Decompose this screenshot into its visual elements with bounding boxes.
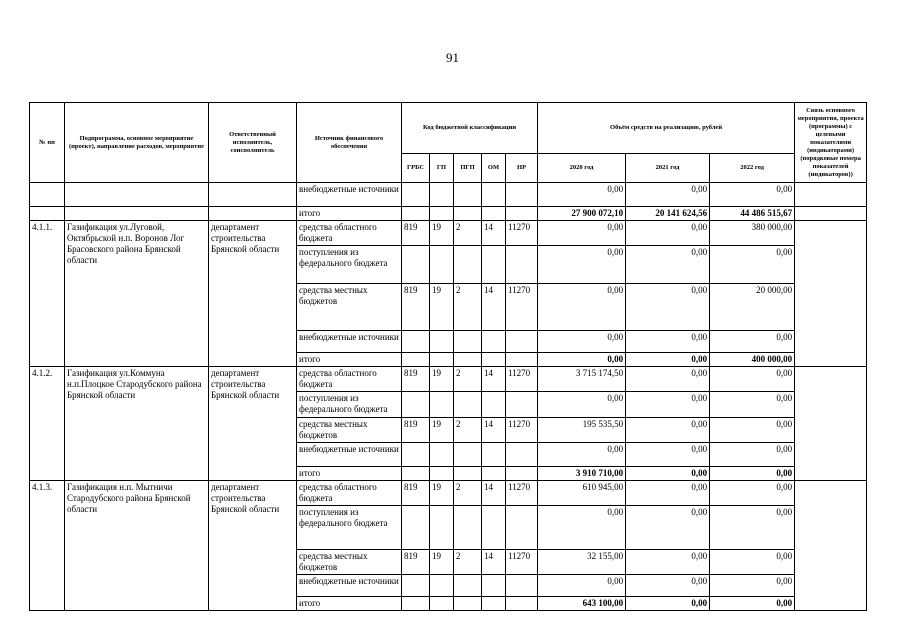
header-2021: 2021 год bbox=[626, 154, 710, 183]
code-gp-cell bbox=[430, 467, 454, 481]
amount-v2020-cell: 0,00 bbox=[538, 221, 626, 246]
amount-v2022-cell: 0,00 bbox=[710, 506, 795, 550]
amount-v2021-cell: 0,00 bbox=[626, 597, 710, 611]
name-cell bbox=[65, 183, 209, 207]
amount-v2021-cell: 0,00 bbox=[626, 246, 710, 284]
code-pgp-cell bbox=[454, 331, 482, 353]
code-pgp-cell bbox=[454, 506, 482, 550]
code-grbs-cell bbox=[402, 392, 430, 418]
code-pgp-cell: 2 bbox=[454, 221, 482, 246]
code-grbs-cell bbox=[402, 597, 430, 611]
budget-table bbox=[29, 102, 867, 611]
amount-v2022-cell: 400 000,00 bbox=[710, 353, 795, 367]
amount-v2022-cell: 0,00 bbox=[710, 418, 795, 443]
amount-v2020-cell: 195 535,50 bbox=[538, 418, 626, 443]
code-nr-cell bbox=[506, 597, 538, 611]
code-om-cell: 14 bbox=[482, 367, 506, 392]
amount-v2020-cell: 0,00 bbox=[538, 284, 626, 331]
indicator-cell bbox=[795, 367, 867, 481]
page-number: 91 bbox=[446, 50, 459, 65]
amount-v2022-cell: 0,00 bbox=[710, 183, 795, 207]
amount-v2021-cell: 0,00 bbox=[626, 443, 710, 467]
table-row bbox=[30, 207, 867, 221]
amount-v2022-cell: 0,00 bbox=[710, 443, 795, 467]
amount-v2022-cell: 0,00 bbox=[710, 331, 795, 353]
code-om-cell bbox=[482, 443, 506, 467]
code-nr-cell bbox=[506, 506, 538, 550]
code-pgp-cell bbox=[454, 246, 482, 284]
responsible-cell bbox=[209, 207, 297, 221]
amount-v2020-cell: 0,00 bbox=[538, 575, 626, 597]
code-om-cell bbox=[482, 246, 506, 284]
amount-v2021-cell: 0,00 bbox=[626, 284, 710, 331]
indicator-cell bbox=[795, 481, 867, 611]
code-nr-cell: 11270 bbox=[506, 550, 538, 575]
code-om-cell bbox=[482, 353, 506, 367]
num-cell bbox=[30, 183, 65, 207]
code-grbs-cell bbox=[402, 183, 430, 207]
header-responsible: Ответственный исполнитель, соисполнитель bbox=[209, 103, 297, 183]
code-pgp-cell bbox=[454, 443, 482, 467]
item-name: Газификация ул.Луговой, Октябрьской н.п. Воронов Лог Брасовского района Брянской области bbox=[65, 221, 209, 367]
code-gp-cell bbox=[430, 392, 454, 418]
amount-v2021-cell: 0,00 bbox=[626, 367, 710, 392]
code-gp-cell: 19 bbox=[430, 550, 454, 575]
source-cell: поступления из федерального бюджета bbox=[297, 246, 402, 284]
code-nr-cell bbox=[506, 443, 538, 467]
code-grbs-cell: 819 bbox=[402, 481, 430, 506]
header-subprogram: Подпрограмма, основное мероприятие (проект), направление расходов, мероприятие bbox=[65, 103, 209, 183]
code-om-cell: 14 bbox=[482, 284, 506, 331]
source-cell: внебюджетные источники bbox=[297, 575, 402, 597]
item-number: 4.1.1. bbox=[30, 221, 65, 367]
source-cell: средства областного бюджета bbox=[297, 367, 402, 392]
code-nr-cell bbox=[506, 183, 538, 207]
code-grbs-cell: 819 bbox=[402, 418, 430, 443]
code-gp-cell bbox=[430, 353, 454, 367]
amount-v2022-cell: 0,00 bbox=[710, 367, 795, 392]
code-grbs-cell bbox=[402, 575, 430, 597]
source-cell: поступления из федерального бюджета bbox=[297, 392, 402, 418]
table-row bbox=[30, 221, 867, 246]
code-om-cell: 14 bbox=[482, 418, 506, 443]
code-nr-cell bbox=[506, 331, 538, 353]
amount-v2021-cell: 0,00 bbox=[626, 550, 710, 575]
amount-v2020-cell: 0,00 bbox=[538, 246, 626, 284]
code-gp-cell bbox=[430, 183, 454, 207]
amount-v2022-cell: 0,00 bbox=[710, 575, 795, 597]
amount-v2022-cell: 0,00 bbox=[710, 481, 795, 506]
header-volume: Объём средств на реализацию, рублей bbox=[538, 103, 795, 154]
code-pgp-cell: 2 bbox=[454, 284, 482, 331]
code-om-cell bbox=[482, 597, 506, 611]
amount-v2022-cell: 0,00 bbox=[710, 597, 795, 611]
code-gp-cell: 19 bbox=[430, 367, 454, 392]
header-gp: ГП bbox=[430, 154, 454, 183]
source-cell: итого bbox=[297, 467, 402, 481]
source-cell: внебюджетные источники bbox=[297, 183, 402, 207]
amount-v2021-cell: 0,00 bbox=[626, 506, 710, 550]
amount-v2022-cell: 0,00 bbox=[710, 392, 795, 418]
source-cell: средства областного бюджета bbox=[297, 481, 402, 506]
code-om-cell: 14 bbox=[482, 221, 506, 246]
amount-v2020-cell: 3 715 174,50 bbox=[538, 367, 626, 392]
code-pgp-cell bbox=[454, 597, 482, 611]
amount-v2022-cell: 20 000,00 bbox=[710, 284, 795, 331]
amount-v2021-cell: 0,00 bbox=[626, 392, 710, 418]
source-cell: средства областного бюджета bbox=[297, 221, 402, 246]
amount-v2020-cell: 0,00 bbox=[538, 392, 626, 418]
code-gp-cell: 19 bbox=[430, 284, 454, 331]
code-om-cell bbox=[482, 183, 506, 207]
code-om-cell bbox=[482, 392, 506, 418]
code-nr-cell bbox=[506, 207, 538, 221]
item-responsible: департамент строительства Брянской области bbox=[209, 367, 297, 481]
source-cell: итого bbox=[297, 207, 402, 221]
code-gp-cell bbox=[430, 506, 454, 550]
amount-v2020-cell: 32 155,00 bbox=[538, 550, 626, 575]
code-pgp-cell bbox=[454, 207, 482, 221]
header-grbs: ГРБС bbox=[402, 154, 430, 183]
amount-v2021-cell: 0,00 bbox=[626, 467, 710, 481]
code-pgp-cell bbox=[454, 183, 482, 207]
header-2022: 2022 год bbox=[710, 154, 795, 183]
code-om-cell bbox=[482, 467, 506, 481]
code-gp-cell: 19 bbox=[430, 481, 454, 506]
amount-v2021-cell: 0,00 bbox=[626, 183, 710, 207]
code-nr-cell: 11270 bbox=[506, 284, 538, 331]
code-pgp-cell: 2 bbox=[454, 418, 482, 443]
code-nr-cell bbox=[506, 353, 538, 367]
code-gp-cell bbox=[430, 331, 454, 353]
amount-v2020-cell: 3 910 710,00 bbox=[538, 467, 626, 481]
code-pgp-cell bbox=[454, 467, 482, 481]
code-nr-cell: 11270 bbox=[506, 418, 538, 443]
item-responsible: департамент строительства Брянской области bbox=[209, 481, 297, 611]
code-om-cell: 14 bbox=[482, 481, 506, 506]
indicator-cell bbox=[795, 221, 867, 367]
header-om: ОМ bbox=[482, 154, 506, 183]
code-gp-cell bbox=[430, 207, 454, 221]
code-grbs-cell bbox=[402, 207, 430, 221]
code-gp-cell: 19 bbox=[430, 221, 454, 246]
code-om-cell bbox=[482, 331, 506, 353]
code-gp-cell: 19 bbox=[430, 418, 454, 443]
source-cell: внебюджетные источники bbox=[297, 331, 402, 353]
code-nr-cell: 11270 bbox=[506, 481, 538, 506]
code-gp-cell bbox=[430, 246, 454, 284]
code-grbs-cell bbox=[402, 467, 430, 481]
code-nr-cell: 11270 bbox=[506, 367, 538, 392]
code-grbs-cell bbox=[402, 331, 430, 353]
name-cell bbox=[65, 207, 209, 221]
source-cell: итого bbox=[297, 353, 402, 367]
code-gp-cell bbox=[430, 575, 454, 597]
code-om-cell bbox=[482, 575, 506, 597]
amount-v2020-cell: 0,00 bbox=[538, 443, 626, 467]
header-2020: 2020 год bbox=[538, 154, 626, 183]
amount-v2020-cell: 27 900 072,10 bbox=[538, 207, 626, 221]
source-cell: средства местных бюджетов bbox=[297, 418, 402, 443]
code-om-cell bbox=[482, 506, 506, 550]
header-nr: НР bbox=[506, 154, 538, 183]
amount-v2021-cell: 20 141 624,56 bbox=[626, 207, 710, 221]
indicator-cell bbox=[795, 207, 867, 221]
item-name: Газификация ул.Коммуна н.п.Плоцкое Стародубского района Брянской области bbox=[65, 367, 209, 481]
item-responsible: департамент строительства Брянской области bbox=[209, 221, 297, 367]
amount-v2020-cell: 0,00 bbox=[538, 353, 626, 367]
amount-v2022-cell: 0,00 bbox=[710, 246, 795, 284]
amount-v2022-cell: 44 486 515,67 bbox=[710, 207, 795, 221]
amount-v2021-cell: 0,00 bbox=[626, 353, 710, 367]
source-cell: средства местных бюджетов bbox=[297, 550, 402, 575]
amount-v2021-cell: 0,00 bbox=[626, 418, 710, 443]
source-cell: поступления из федерального бюджета bbox=[297, 506, 402, 550]
code-pgp-cell bbox=[454, 575, 482, 597]
code-pgp-cell: 2 bbox=[454, 481, 482, 506]
header-budget-code: Код бюджетной классификации bbox=[402, 103, 538, 154]
amount-v2020-cell: 0,00 bbox=[538, 331, 626, 353]
indicator-cell bbox=[795, 183, 867, 207]
amount-v2020-cell: 643 100,00 bbox=[538, 597, 626, 611]
code-pgp-cell: 2 bbox=[454, 367, 482, 392]
source-cell: итого bbox=[297, 597, 402, 611]
code-pgp-cell bbox=[454, 353, 482, 367]
code-nr-cell bbox=[506, 575, 538, 597]
code-gp-cell bbox=[430, 443, 454, 467]
item-number: 4.1.3. bbox=[30, 481, 65, 611]
code-pgp-cell bbox=[454, 392, 482, 418]
amount-v2020-cell: 610 945,00 bbox=[538, 481, 626, 506]
code-om-cell bbox=[482, 207, 506, 221]
item-name: Газификация н.п. Мытничи Стародубского района Брянской области bbox=[65, 481, 209, 611]
code-grbs-cell: 819 bbox=[402, 367, 430, 392]
code-grbs-cell bbox=[402, 443, 430, 467]
code-nr-cell bbox=[506, 467, 538, 481]
code-om-cell: 14 bbox=[482, 550, 506, 575]
item-number: 4.1.2. bbox=[30, 367, 65, 481]
code-grbs-cell bbox=[402, 353, 430, 367]
table-row bbox=[30, 481, 867, 506]
amount-v2021-cell: 0,00 bbox=[626, 221, 710, 246]
header-pgp: ПГП bbox=[454, 154, 482, 183]
amount-v2021-cell: 0,00 bbox=[626, 331, 710, 353]
amount-v2022-cell: 0,00 bbox=[710, 550, 795, 575]
num-cell bbox=[30, 207, 65, 221]
header-indicator-link: Связь основного мероприятия, проекта (программы) с целевыми показателями (индикаторами) (порядковые номера показателей (индикаторов)) bbox=[795, 103, 867, 183]
code-pgp-cell: 2 bbox=[454, 550, 482, 575]
table-row bbox=[30, 367, 867, 392]
header-num: № пп bbox=[30, 103, 65, 183]
code-grbs-cell: 819 bbox=[402, 221, 430, 246]
amount-v2021-cell: 0,00 bbox=[626, 481, 710, 506]
amount-v2022-cell: 380 000,00 bbox=[710, 221, 795, 246]
amount-v2022-cell: 0,00 bbox=[710, 467, 795, 481]
table-row bbox=[30, 183, 867, 207]
amount-v2020-cell: 0,00 bbox=[538, 506, 626, 550]
amount-v2020-cell: 0,00 bbox=[538, 183, 626, 207]
code-gp-cell bbox=[430, 597, 454, 611]
code-nr-cell bbox=[506, 246, 538, 284]
source-cell: средства местных бюджетов bbox=[297, 284, 402, 331]
code-grbs-cell: 819 bbox=[402, 550, 430, 575]
source-cell: внебюджетные источники bbox=[297, 443, 402, 467]
code-grbs-cell bbox=[402, 506, 430, 550]
header-source: Источник финансового обеспечения bbox=[297, 103, 402, 183]
code-grbs-cell: 819 bbox=[402, 284, 430, 331]
responsible-cell bbox=[209, 183, 297, 207]
code-nr-cell: 11270 bbox=[506, 221, 538, 246]
amount-v2021-cell: 0,00 bbox=[626, 575, 710, 597]
code-grbs-cell bbox=[402, 246, 430, 284]
code-nr-cell bbox=[506, 392, 538, 418]
